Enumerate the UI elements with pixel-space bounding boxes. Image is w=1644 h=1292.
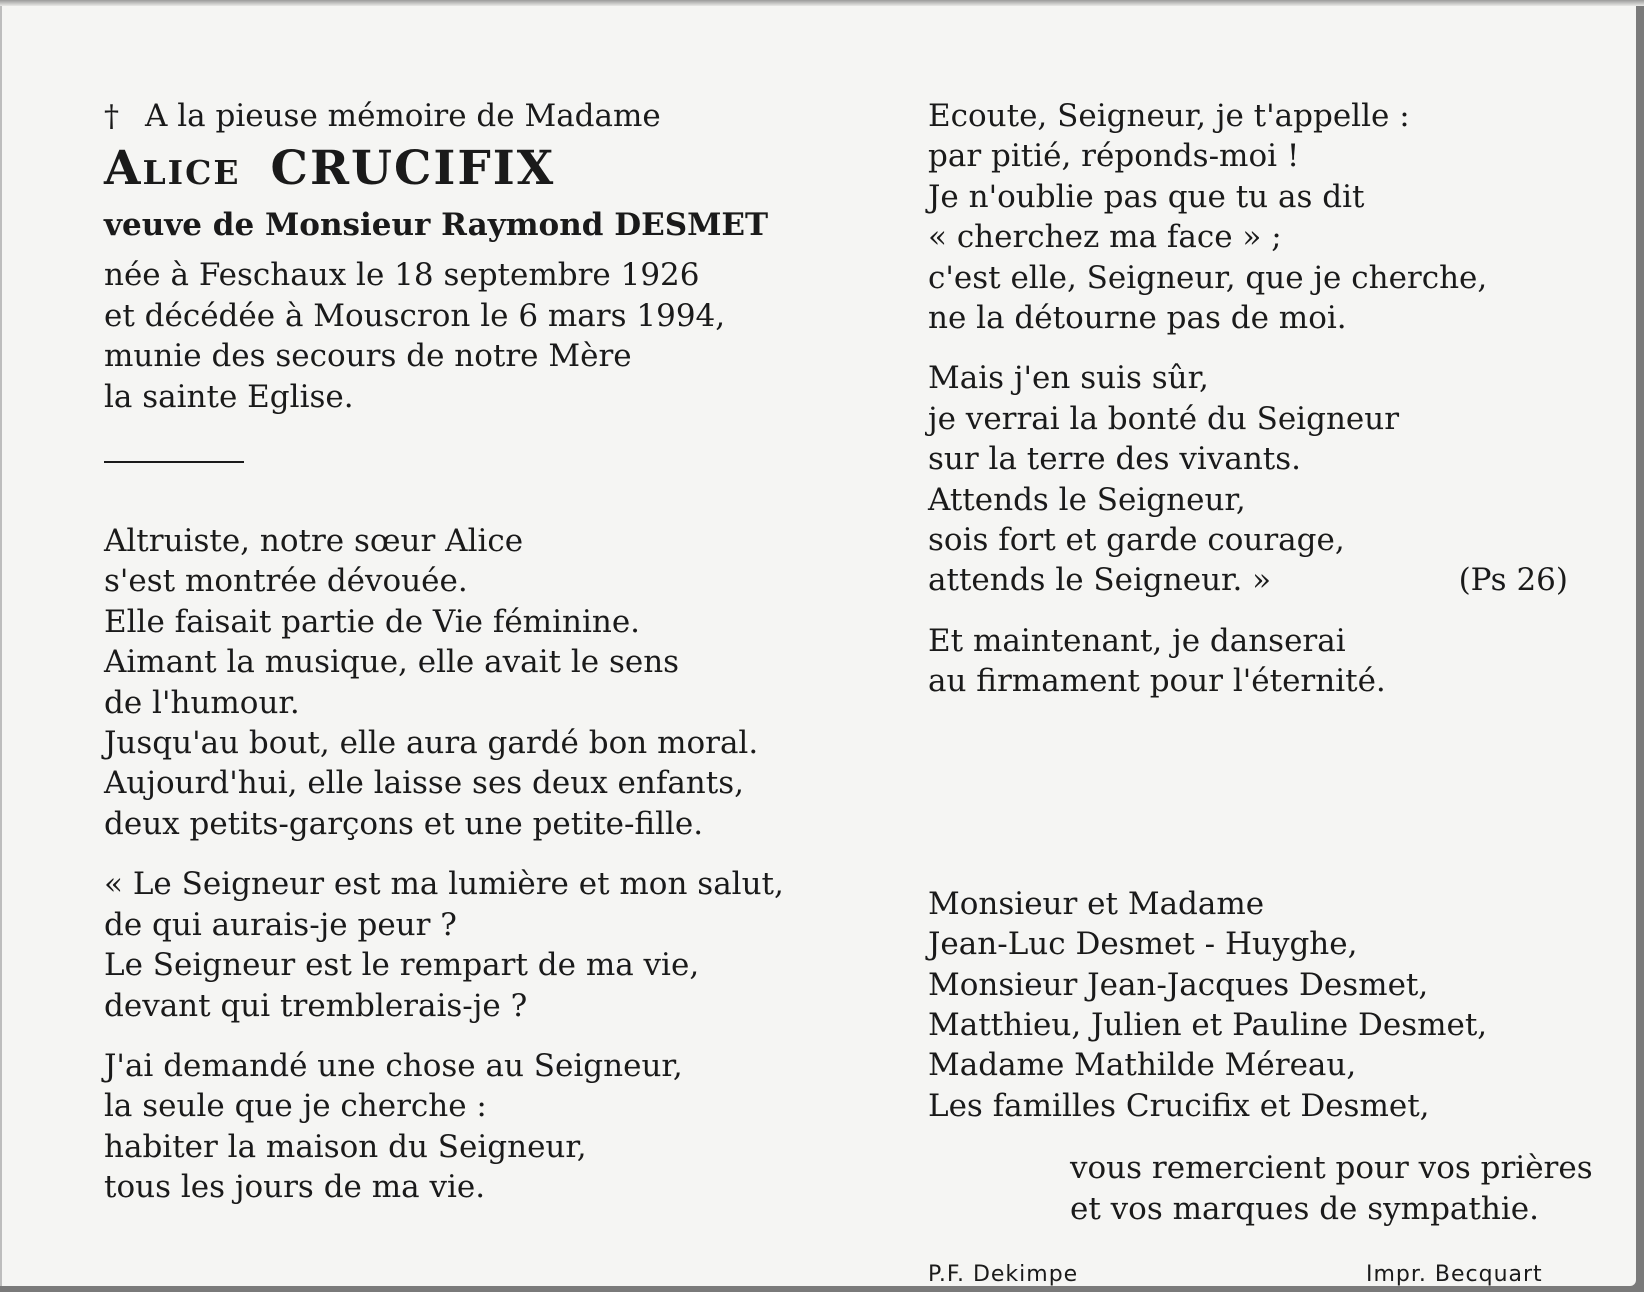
psalm-line: par pitié, réponds-moi ! (928, 138, 1300, 175)
dates-block (104, 255, 804, 417)
dates-line: née à Feschaux le 18 septembre 1926 (104, 257, 700, 294)
psalm-line: Mais j'en suis sûr, (928, 360, 1209, 397)
card-top-edge (0, 0, 1644, 6)
thanks-block (1070, 1148, 1593, 1229)
left-column (104, 96, 804, 1208)
closing-line: au firmament pour l'éternité. (928, 663, 1386, 700)
closing-block (928, 621, 1568, 702)
family-line: Monsieur Jean-Jacques Desmet, (928, 966, 1429, 1003)
biography-block (104, 521, 804, 844)
bio-line: Jusqu'au bout, elle aura gardé bon moral. (104, 725, 759, 762)
psalm-line: devant qui tremblerais-je ? (104, 987, 528, 1024)
psalm-stanza-1 (104, 864, 804, 1026)
family-block (928, 884, 1568, 1126)
closing-line: Et maintenant, je danserai (928, 622, 1346, 659)
funeral-home-credit: P.F. Dekimpe (928, 1262, 1079, 1287)
psalm-line: Attends le Seigneur, (928, 481, 1246, 518)
psalm-stanza-4 (928, 358, 1568, 600)
psalm-reference: (Ps 26) (1458, 562, 1568, 599)
bio-line: de l'humour. (104, 684, 300, 721)
psalm-line: de qui aurais-je peur ? (104, 906, 457, 943)
psalm-line: sur la terre des vivants. (928, 441, 1301, 478)
first-name: Alice (104, 141, 241, 197)
psalm-line: habiter la maison du Seigneur, (104, 1128, 587, 1165)
psalm-line: Ecoute, Seigneur, je t'appelle : (928, 98, 1410, 134)
bio-line: Aujourd'hui, elle laisse ses deux enfants, (104, 765, 744, 802)
psalm-line: je verrai la bonté du Seigneur (928, 400, 1400, 437)
psalm-line: tous les jours de ma vie. (104, 1169, 486, 1206)
psalm-line: attends le Seigneur. » (928, 562, 1272, 599)
bio-line: deux petits-garçons et une petite-fille. (104, 805, 704, 842)
psalm-line: « Le Seigneur est ma lumière et mon salut, (104, 866, 784, 903)
memorial-line: A la pieuse mémoire de Madame (145, 98, 661, 134)
psalm-stanza-3 (928, 96, 1568, 338)
psalm-last-line-row (928, 560, 1568, 600)
family-line: Monsieur et Madame (928, 885, 1265, 922)
widow-line: veuve de Monsieur Raymond DESMET (104, 207, 769, 244)
dagger-icon: † (104, 99, 119, 134)
psalm-line: « cherchez ma face » ; (928, 219, 1282, 256)
divider (104, 461, 244, 463)
dates-line: munie des secours de notre Mère (104, 338, 632, 375)
bio-line: Elle faisait partie de Vie féminine. (104, 603, 641, 640)
psalm-stanza-2 (104, 1046, 804, 1208)
right-column (928, 96, 1593, 1229)
bio-line: s'est montrée dévouée. (104, 563, 468, 600)
psalm-line: Le Seigneur est le rempart de ma vie, (104, 947, 700, 984)
psalm-line: sois fort et garde courage, (928, 522, 1345, 559)
deceased-name (104, 139, 804, 199)
psalm-line: la seule que je cherche : (104, 1088, 487, 1125)
family-line: Madame Mathilde Méreau, (928, 1047, 1357, 1084)
psalm-line: ne la détourne pas de moi. (928, 300, 1347, 337)
psalm-line: J'ai demandé une chose au Seigneur, (104, 1047, 683, 1084)
dates-line: et décédée à Mouscron le 6 mars 1994, (104, 297, 726, 334)
family-line: Matthieu, Julien et Pauline Desmet, (928, 1006, 1488, 1043)
bio-line: Aimant la musique, elle avait le sens (104, 644, 680, 681)
psalm-line: Je n'oublie pas que tu as dit (928, 178, 1365, 215)
thanks-line: vous remercient pour vos prières (1070, 1150, 1593, 1187)
dates-line: la sainte Eglise. (104, 378, 354, 415)
printer-credit: Impr. Becquart (1366, 1262, 1543, 1287)
family-line: Les familles Crucifix et Desmet, (928, 1087, 1430, 1124)
thanks-line: et vos marques de sympathie. (1070, 1190, 1539, 1227)
memorial-heading (104, 96, 804, 137)
bio-line: Altruiste, notre sœur Alice (104, 523, 524, 560)
family-line: Jean-Luc Desmet - Huyghe, (928, 926, 1358, 963)
psalm-line: c'est elle, Seigneur, que je cherche, (928, 259, 1488, 296)
last-name: CRUCIFIX (270, 141, 556, 197)
